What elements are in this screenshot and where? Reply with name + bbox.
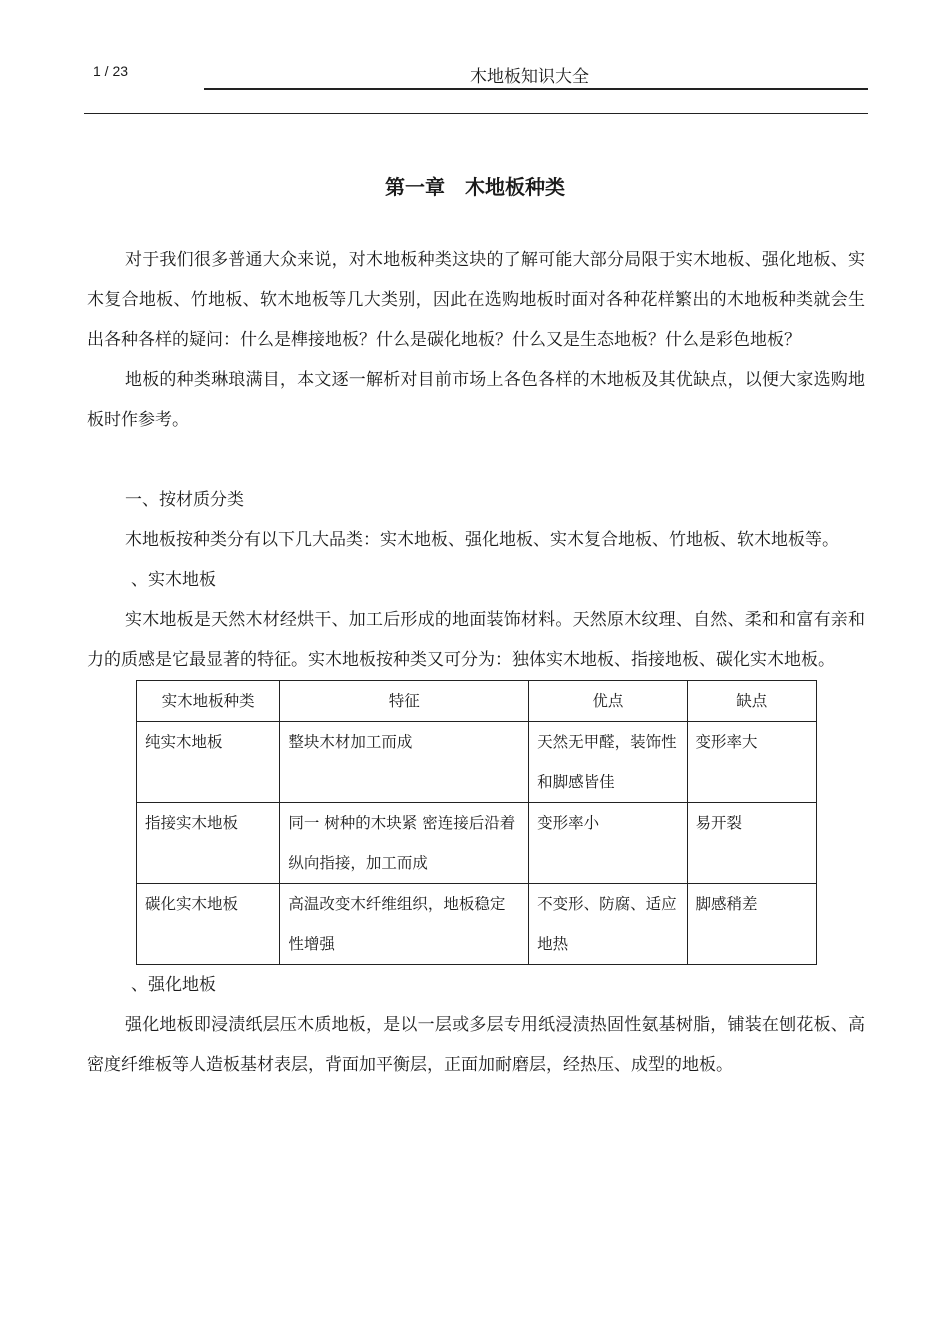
table-cell: 脚感稍差	[687, 884, 816, 965]
intro-paragraph-1: 对于我们很多普通大众来说，对木地板种类这块的了解可能大部分局限于实木地板、强化地板、实木复合地板、竹地板、软木地板等几大类别，因此在选购地板时面对各种花样繁出的木地板种类就会生出各种各样的疑问：什么是榫接地板？什么是碳化地板？什么又是生态地板？什么是彩色地板？	[87, 250, 865, 350]
table-header-cell: 缺点	[687, 681, 816, 722]
section-heading-material: 一、按材质分类	[125, 490, 244, 510]
table-header-cell: 实木地板种类	[137, 681, 280, 722]
document-body	[87, 240, 865, 1085]
intro-paragraph-2: 地板的种类琳琅满目，本文逐一解析对目前市场上各色各样的木地板及其优缺点，以便大家选购地板时作参考。	[87, 370, 865, 430]
table-cell: 变形率小	[529, 803, 687, 884]
table-cell: 易开裂	[687, 803, 816, 884]
subheading-laminate: 、强化地板	[131, 975, 216, 995]
table-row	[137, 884, 817, 965]
subheading-solid-wood: 、实木地板	[131, 570, 216, 590]
solid-wood-paragraph: 实木地板是天然木材经烘干、加工后形成的地面装饰材料。天然原木纹理、自然、柔和和富有亲和力的质感是它最显著的特征。实木地板按种类又可分为：独体实木地板、指接地板、碳化实木地板。	[87, 610, 865, 670]
table-header-row	[137, 681, 817, 722]
table-cell: 同一 树种的木块紧 密连接后沿着纵向指接，加工而成	[280, 803, 529, 884]
document-title: 木地板知识大全	[470, 67, 589, 86]
table-row	[137, 803, 817, 884]
header-rule	[204, 88, 868, 90]
table-cell: 指接实木地板	[137, 803, 280, 884]
section-paragraph: 木地板按种类分有以下几大品类：实木地板、强化地板、实木复合地板、竹地板、软木地板等。	[125, 530, 839, 550]
spacer	[87, 440, 865, 480]
chapter-title: 第一章 木地板种类	[385, 175, 565, 200]
table-row	[137, 722, 817, 803]
table-cell: 天然无甲醛，装饰性和脚感皆佳	[529, 722, 687, 803]
table-cell: 碳化实木地板	[137, 884, 280, 965]
solid-wood-comparison-table	[136, 680, 817, 965]
header-underline	[84, 113, 868, 114]
table-cell: 不变形、防腐、适应地热	[529, 884, 687, 965]
table-cell: 变形率大	[687, 722, 816, 803]
table-cell: 纯实木地板	[137, 722, 280, 803]
page-number: 1 / 23	[93, 63, 129, 79]
table-cell: 整块木材加工而成	[280, 722, 529, 803]
laminate-paragraph: 强化地板即浸渍纸层压木质地板，是以一层或多层专用纸浸渍热固性氨基树脂，铺装在刨花板、高密度纤维板等人造板基材表层，背面加平衡层，正面加耐磨层，经热压、成型的地板。	[87, 1015, 865, 1075]
table-header-cell: 优点	[529, 681, 687, 722]
table-cell: 高温改变木纤维组织，地板稳定性增强	[280, 884, 529, 965]
table-header-cell: 特征	[280, 681, 529, 722]
